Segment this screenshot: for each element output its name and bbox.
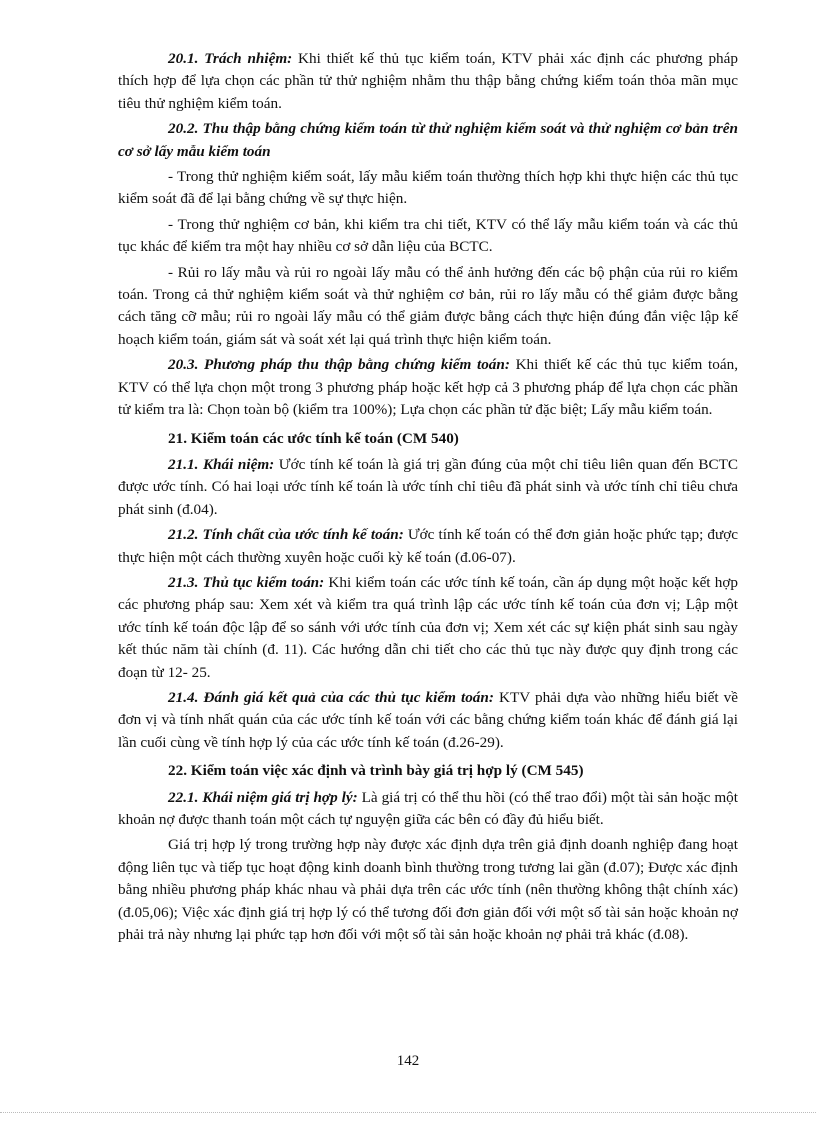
text-21-2: Ước tính kế toán có thể đơn giản hoặc phức tạp; được thực hiện một cách thường xuyên hoặc cuối kỳ kế toán (đ.06-07). xyxy=(118,526,738,566)
document-page xyxy=(118,48,738,949)
text-21-4: KTV phải dựa vào những hiểu biết về đơn vị và tính nhất quán của các ước tính kế toán với các bằng chứng kiểm toán khác để đánh giá lại lần cuối cùng về tính hợp lý của các ước tính kế toán (đ.26-29). xyxy=(118,688,738,751)
paragraph-20-3 xyxy=(118,354,738,421)
label-20-3: 20.3. Phương pháp thu thập bằng chứng kiểm toán: xyxy=(168,356,510,374)
heading-20-2 xyxy=(118,118,738,163)
page-bottom-divider xyxy=(0,1112,816,1113)
text-20-1: Khi thiết kế thủ tục kiểm toán, KTV phải xác định các phương pháp thích hợp để lựa chọn các phần tử thử nghiệm nhằm thu thập bằng chứng kiểm toán thỏa mãn mục tiêu thử nghiệm kiểm toán. xyxy=(118,50,738,112)
label-21-3: 21.3. Thủ tục kiểm toán: xyxy=(168,573,325,591)
bullet-20-2-c: - Rủi ro lấy mẫu và rủi ro ngoài lấy mẫu có thể ảnh hưởng đến các bộ phận của rủi ro kiểm toán. Trong cả thử nghiệm kiểm soát và thử nghiệm cơ bản, rủi ro lấy mẫu có thể giảm được bằng cách tăng cỡ mẫu; rủi ro ngoài lấy mẫu có thể giảm được bằng cách thực hiện đúng đắn việc lập kế hoạch kiểm toán, giám sát và soát xét lại quá trình thực hiện kiểm toán. xyxy=(118,263,738,348)
label-22-1: 22.1. Khái niệm giá trị hợp lý: xyxy=(168,788,358,806)
paragraph-21-4 xyxy=(118,687,738,754)
label-21-4: 21.4. Đánh giá kết quả của các thủ tục kiểm toán: xyxy=(168,688,494,706)
label-20-1: 20.1. Trách nhiệm: xyxy=(168,50,293,67)
label-21-2: 21.2. Tính chất của ước tính kế toán: xyxy=(168,526,404,544)
text-22-1: Là giá trị có thể thu hồi (có thể trao đổi) một tài sản hoặc một khoản nợ được thanh toán một cách tự nguyện giữa các bên có đầy đủ hiểu biết. xyxy=(118,788,738,828)
text-21-1: Ước tính kế toán là giá trị gần đúng của một chỉ tiêu liên quan đến BCTC được ước tính. Có hai loại ước tính kế toán là ước tính chỉ tiêu đã phát sinh và ước tính chỉ tiêu chưa phát sinh (đ.04). xyxy=(118,455,739,518)
text-21-3: Khi kiểm toán các ước tính kế toán, cần áp dụng một hoặc kết hợp các phương pháp sau: Xem xét và kiểm tra quá trình lập các ước tính kế toán của đơn vị; Lập một ước tính kế toán độc lập để so sánh với ước tính của đơn vị; Xem xét các sự kiện phát sinh sau ngày kết thúc năm tài chính (đ. 11). Các hướng dẫn chi tiết cho các thủ tục này được quy định trong các đoạn từ 12- 25. xyxy=(118,573,738,681)
paragraph-21-3 xyxy=(118,572,738,684)
paragraph-fair-value: Giá trị hợp lý trong trường hợp này được xác định dựa trên giả định doanh nghiệp đang hoạt động liên tục và tiếp tục hoạt động kinh doanh bình thường trong tương lai gần (đ.07); Được xác định bằng nhiều phương pháp khác nhau và phải dựa trên các ước tính (nên thường không thật chính xác)(đ.05,06); Việc xác định giá trị hợp lý có thể tương đối đơn giản đối với một số tài sản hoặc khoản nợ phải trả này nhưng lại phức tạp hơn đối với một số tài sản hoặc khoản nợ phải trả khác (đ.08). xyxy=(118,836,738,944)
label-21-1: 21.1. Khái niệm: xyxy=(168,455,275,473)
paragraph-21-1 xyxy=(118,454,738,521)
bullet-20-2-b: - Trong thử nghiệm cơ bản, khi kiểm tra chi tiết, KTV có thể lấy mẫu kiểm toán và các thủ tục khác để kiểm tra một hay nhiều cơ sở dẫn liệu của BCTC. xyxy=(118,215,738,256)
paragraph-21-2 xyxy=(118,524,738,569)
paragraph-20-1 xyxy=(118,48,738,115)
page-number: 142 xyxy=(396,1053,420,1069)
text-20-3: Khi thiết kế các thủ tục kiểm toán, KTV có thể lựa chọn một trong 3 phương pháp hoặc kết hợp cả 3 phương pháp để lựa chọn các phần tử kiểm tra là: Chọn toàn bộ (kiểm tra 100%); Lựa chọn các phần tử đặc biệt; Lấy mẫu kiểm toán. xyxy=(118,356,738,419)
bullet-20-2-a: - Trong thử nghiệm kiểm soát, lấy mẫu kiểm toán thường thích hợp khi thực hiện các thủ tục kiểm soát đã để lại bằng chứng về sự thực hiện. xyxy=(118,168,738,208)
label-20-2: 20.2. Thu thập bằng chứng kiểm toán từ thử nghiệm kiểm soát và thử nghiệm cơ bản trên cơ sở lấy mẫu kiểm toán xyxy=(118,120,738,160)
section-heading-21: 21. Kiểm toán các ước tính kế toán (CM 540) xyxy=(168,429,459,447)
paragraph-22-1 xyxy=(118,787,738,832)
section-heading-22: 22. Kiểm toán việc xác định và trình bày giá trị hợp lý (CM 545) xyxy=(168,762,584,780)
